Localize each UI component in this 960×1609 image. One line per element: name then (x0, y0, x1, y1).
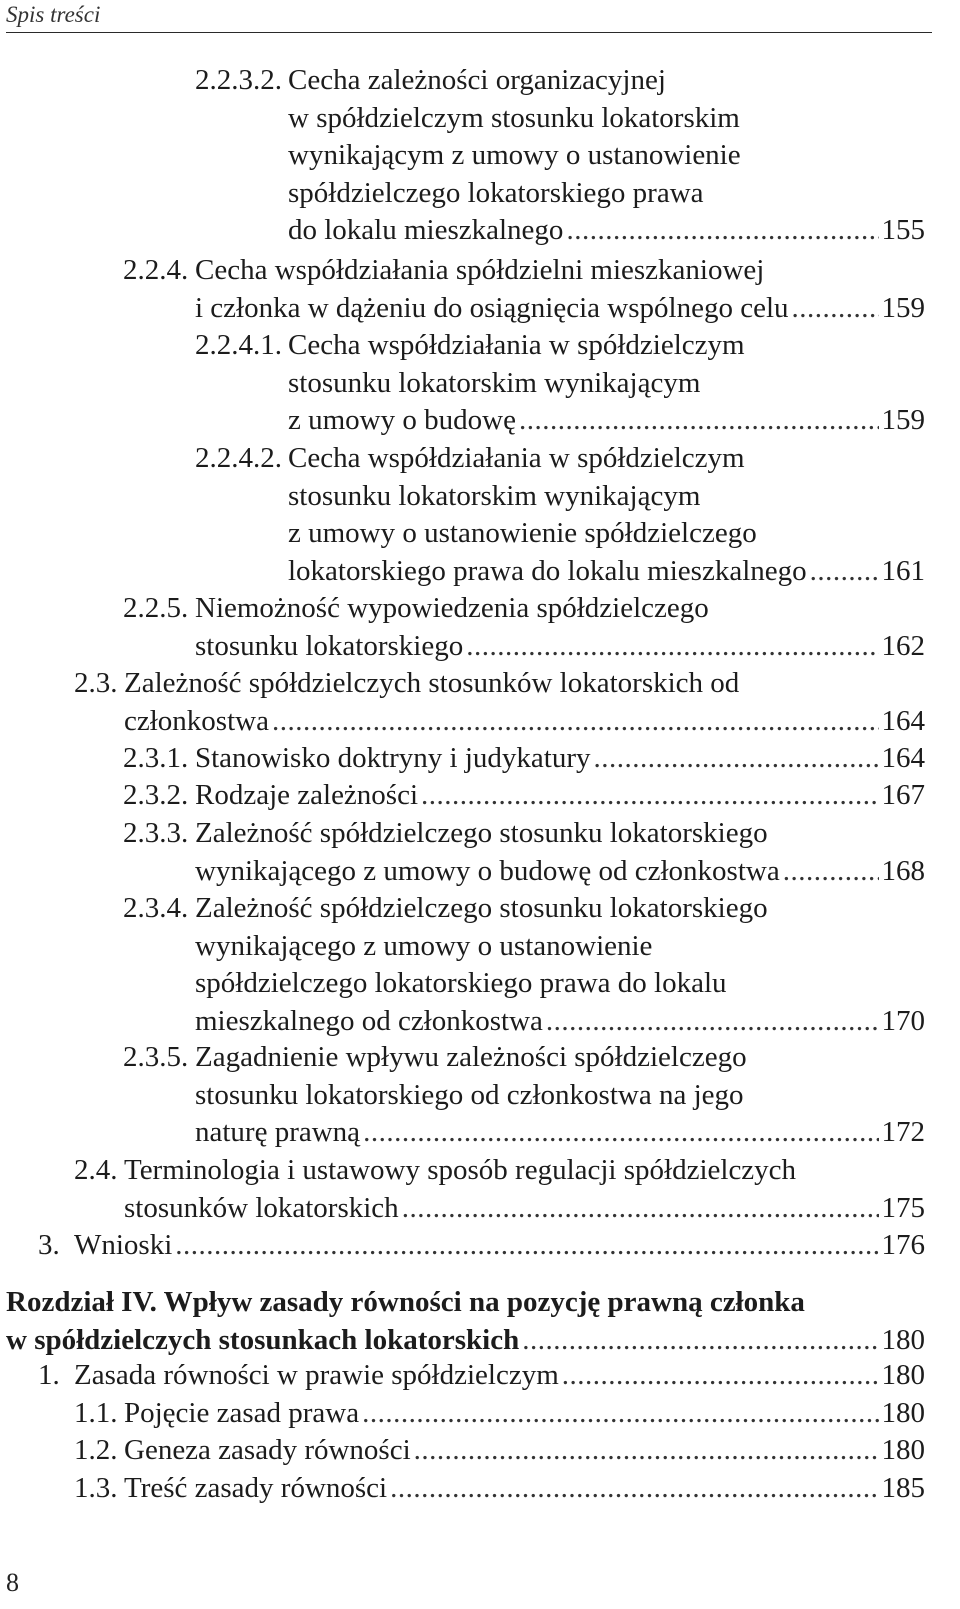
toc-entry[interactable] (123, 890, 925, 1040)
toc-entry-title: Cecha zależności organizacyjnej (288, 64, 666, 96)
dot-leader (414, 1432, 879, 1470)
toc-entry-number: 1.3. (74, 1472, 118, 1504)
toc-entry[interactable] (38, 1227, 925, 1265)
toc-entry-title: w spółdzielczych stosunkach lokatorskich (6, 1323, 520, 1356)
toc-entry-number: 2.2.5. (123, 592, 189, 624)
toc-page-number: 180 (881, 1359, 925, 1391)
dot-leader (594, 740, 879, 778)
dot-leader (810, 553, 879, 591)
toc-entry-title: stosunku lokatorskiego od członkostwa na jego (195, 1078, 744, 1111)
toc-entry-title: Treść zasady równości (124, 1472, 388, 1504)
dot-leader (466, 628, 878, 666)
dot-leader (175, 1227, 878, 1265)
dot-leader (783, 853, 879, 891)
toc-entry-title: Rodzaje zależności (195, 779, 419, 811)
toc-page-number: 172 (881, 1116, 925, 1148)
dot-leader (562, 1357, 879, 1395)
toc-page-number: 168 (881, 854, 925, 887)
dot-leader (792, 290, 879, 328)
toc-entry-number: 2.2.4.2. (195, 442, 282, 474)
toc-chapter-entry[interactable] (6, 1284, 925, 1359)
dot-leader (566, 212, 878, 250)
toc-entry-title: lokatorskiego prawa do lokalu mieszkalnego (288, 554, 807, 587)
toc-entry-title: spółdzielczego lokatorskiego prawa (288, 176, 704, 209)
toc-entry-title: do lokalu mieszkalnego (288, 214, 564, 246)
toc-entry[interactable] (195, 440, 925, 590)
toc-entry-title: Cecha współdziałania w spółdzielczym (288, 442, 745, 474)
toc-entry[interactable] (123, 252, 925, 327)
dot-leader (362, 1395, 878, 1433)
toc-entry-title: naturę prawną (195, 1116, 361, 1148)
toc-entry-title: mieszkalnego od członkostwa (195, 1004, 543, 1037)
toc-page-number: 176 (881, 1229, 925, 1261)
dot-leader (546, 1003, 879, 1041)
toc-entry[interactable] (74, 1152, 925, 1227)
toc-entry-title: stosunków lokatorskich (124, 1191, 399, 1224)
toc-entry[interactable] (195, 62, 925, 250)
running-head (6, 0, 932, 33)
toc-entry-title: Geneza zasady równości (124, 1434, 411, 1466)
toc-page-number: 170 (881, 1004, 925, 1037)
toc-page-number: 159 (881, 291, 925, 324)
toc-entry-title: stosunku lokatorskim wynikającym (288, 479, 701, 512)
toc-entry[interactable] (195, 327, 925, 440)
toc-entry-number: 2.2.3.2. (195, 64, 282, 96)
dot-leader (272, 703, 879, 741)
dot-leader (421, 777, 878, 815)
toc-entry[interactable] (123, 740, 925, 778)
toc-entry-title: Rozdział IV. Wpływ zasady równości na pozycję prawną członka (6, 1286, 805, 1318)
toc-entry-title: Zależność spółdzielczego stosunku lokatorskiego (195, 817, 768, 849)
toc-entry[interactable] (123, 590, 925, 665)
toc-entry-number: 2.4. (74, 1154, 118, 1186)
toc-entry-title: Wnioski (74, 1229, 173, 1261)
toc-entry-number: 1. (38, 1359, 60, 1391)
dot-leader (363, 1114, 878, 1152)
toc-entry[interactable] (38, 1357, 925, 1395)
toc-entry-title: Cecha współdziałania spółdzielni mieszkaniowej (195, 254, 765, 286)
toc-entry-number: 1.1. (74, 1397, 118, 1429)
toc-page-number: 175 (881, 1191, 925, 1224)
toc-entry-title: i członka w dążeniu do osiągnięcia wspólnego celu (195, 291, 789, 324)
toc-entry-title: z umowy o ustanowienie spółdzielczego (288, 517, 757, 549)
page-number: 8 (6, 1568, 19, 1597)
toc-entry[interactable] (74, 665, 925, 740)
toc-entry-number: 2.3.5. (123, 1041, 189, 1073)
toc-entry-title: Zależność spółdzielczego stosunku lokatorskiego (195, 892, 768, 924)
toc-entry-title: członkostwa (124, 704, 269, 737)
dot-leader (390, 1470, 878, 1508)
toc-entry-title: Pojęcie zasad prawa (124, 1397, 360, 1429)
toc-entry-number: 2.3.1. (123, 742, 189, 774)
toc-entry-number: 2.3.4. (123, 892, 189, 924)
toc-page-number: 180 (881, 1323, 925, 1356)
toc-entry-title: Zależność spółdzielczych stosunków lokatorskich od (124, 667, 740, 699)
toc-entry-title: stosunku lokatorskiego (195, 629, 464, 662)
toc-entry[interactable] (123, 1039, 925, 1152)
toc-entry-number: 3. (38, 1229, 60, 1261)
toc-entry-title: stosunku lokatorskim wynikającym (288, 366, 701, 399)
toc-entry-title: w spółdzielczym stosunku lokatorskim (288, 101, 740, 134)
toc-entry-number: 2.2.4. (123, 254, 189, 286)
toc-page-number: 162 (881, 629, 925, 662)
toc-entry-title: wynikającym z umowy o ustanowienie (288, 139, 741, 171)
toc-page-number: 159 (881, 404, 925, 436)
toc-entry-title: Niemożność wypowiedzenia spółdzielczego (195, 592, 709, 624)
dot-leader (522, 1322, 878, 1360)
toc-entry[interactable] (123, 815, 925, 890)
toc-entry[interactable] (74, 1470, 925, 1508)
toc-page-number: 164 (881, 742, 925, 774)
toc-entry-number: 2.3. (74, 667, 118, 699)
running-head-title: Spis treści (6, 2, 101, 27)
toc-entry-title: Zagadnienie wpływu zależności spółdzielczego (195, 1041, 747, 1073)
toc-entry-number: 1.2. (74, 1434, 118, 1466)
toc-page-number: 164 (881, 704, 925, 737)
toc-entry-title: wynikającego z umowy o budowę od członkostwa (195, 854, 780, 887)
toc-entry-title: z umowy o budowę (288, 404, 516, 436)
toc-page-number: 161 (881, 554, 925, 587)
toc-page-number: 167 (881, 779, 925, 811)
toc-page-number: 180 (881, 1434, 925, 1466)
toc-entry[interactable] (123, 777, 925, 815)
toc-entry-title: Cecha współdziałania w spółdzielczym (288, 329, 745, 361)
toc-entry-title: Terminologia i ustawowy sposób regulacji spółdzielczych (124, 1154, 797, 1186)
toc-entry[interactable] (74, 1395, 925, 1433)
dot-leader (519, 402, 879, 440)
toc-entry-title: wynikającego z umowy o ustanowienie (195, 929, 653, 962)
toc-entry[interactable] (74, 1432, 925, 1470)
toc-entry-number: 2.3.2. (123, 779, 189, 811)
toc-entry-title: spółdzielczego lokatorskiego prawa do lokalu (195, 967, 727, 999)
toc-page-number: 180 (881, 1397, 925, 1429)
toc-entry-number: 2.3.3. (123, 817, 189, 849)
toc-page-number: 185 (881, 1472, 925, 1504)
toc-entry-title: Zasada równości w prawie spółdzielczym (74, 1359, 559, 1391)
toc-entry-title: Stanowisko doktryny i judykatury (195, 742, 591, 774)
toc-entry-number: 2.2.4.1. (195, 329, 282, 361)
toc-page-number: 155 (881, 214, 925, 246)
dot-leader (402, 1190, 879, 1228)
